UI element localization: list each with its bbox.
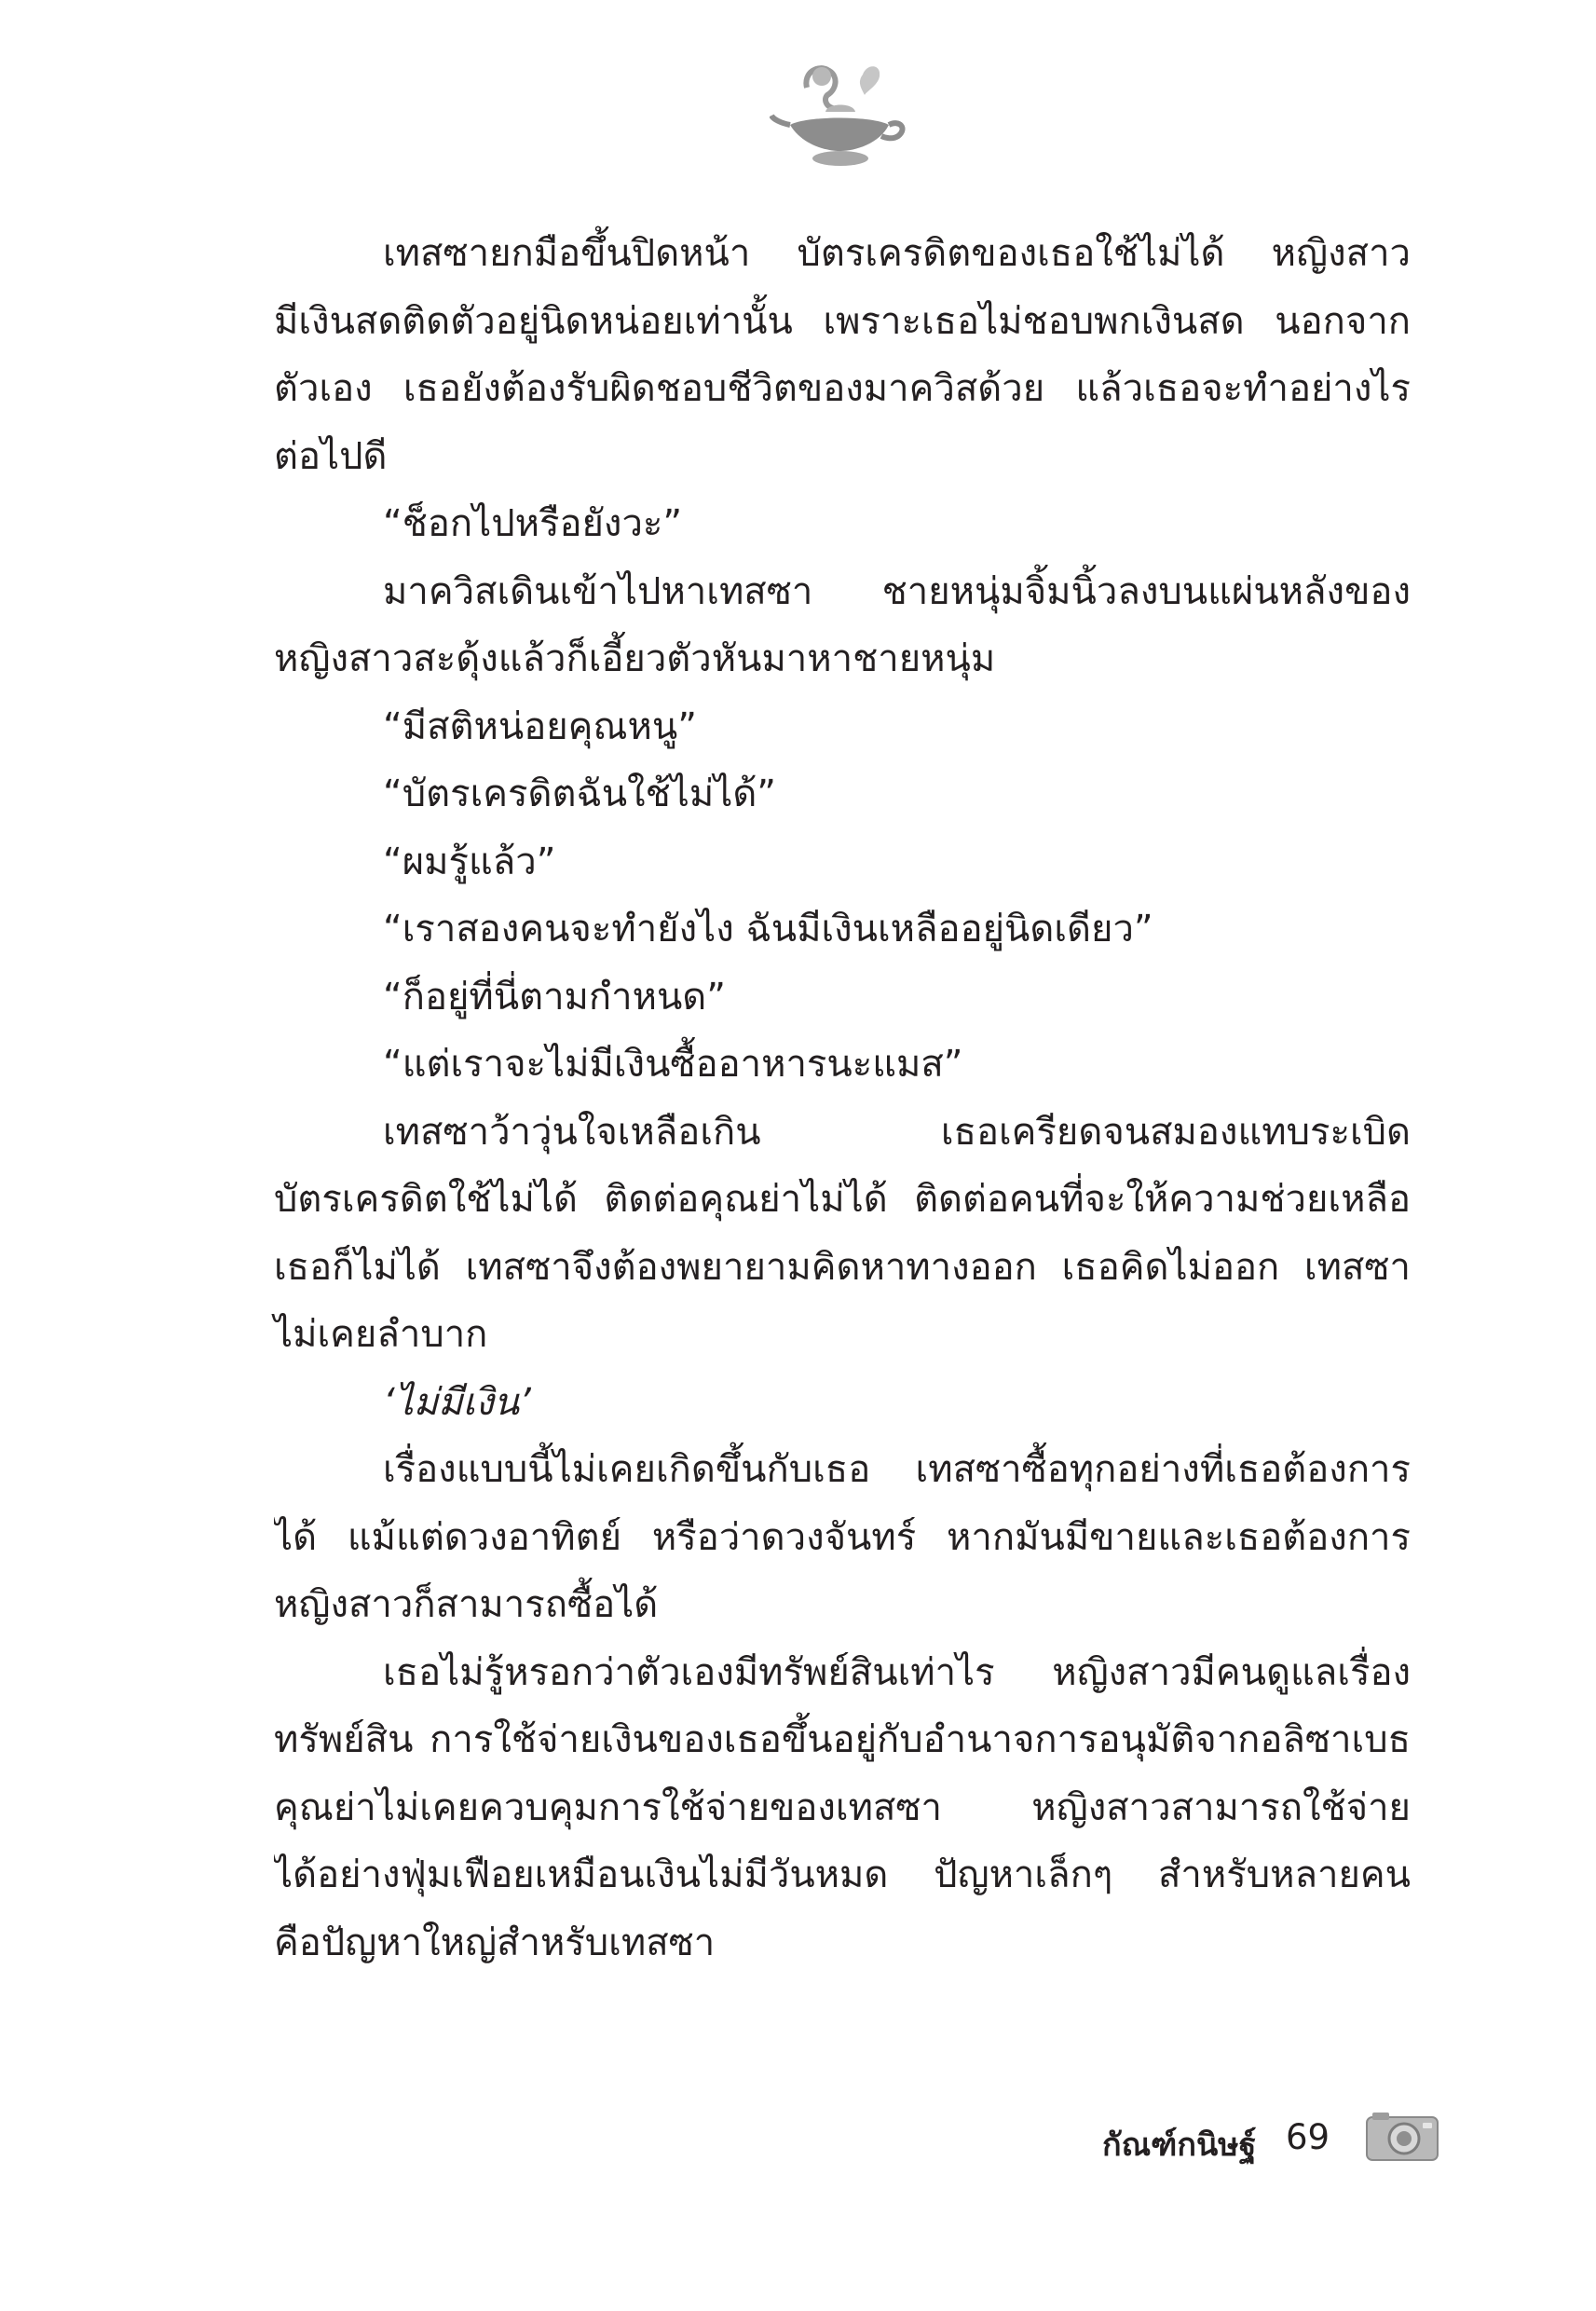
text-line: ได้ แม้แต่ดวงอาทิตย์ หรือว่าดวงจันทร์ หากมันมีขายและเธอต้องการ: [274, 1515, 1411, 1559]
page-number: 69: [1286, 2117, 1330, 2157]
text-line: “ผมรู้แล้ว”: [383, 840, 556, 883]
text-line: ได้อย่างฟุ่มเฟือยเหมือนเงินไม่มีวันหมด ปัญหาเล็กๆ สำหรับหลายคน: [274, 1853, 1411, 1896]
text-line: “แต่เราจะไม่มีเงินซื้ออาหารนะแมส”: [383, 1043, 963, 1086]
text-line: ทรัพย์สิน การใช้จ่ายเงินของเธอขึ้นอยู่กับอำนาจการอนุมัติจากอลิซาเบธ: [274, 1718, 1411, 1761]
body-text: [274, 220, 1411, 1976]
text-line: “เราสองคนจะทำยังไง ฉันมีเงินเหลืออยู่นิดเดียว”: [383, 908, 1153, 950]
text-line: “บัตรเครดิตฉันใช้ไม่ได้”: [383, 773, 777, 815]
text-line: หญิงสาวสะดุ้งแล้วก็เอี้ยวตัวหันมาหาชายหนุ่ม: [274, 637, 996, 680]
text-line: หญิงสาวก็สามารถซื้อได้: [274, 1583, 659, 1626]
genie-lamp-icon: [770, 54, 909, 177]
text-line: ตัวเอง เธอยังต้องรับผิดชอบชีวิตของมาควิสด้วย แล้วเธอจะทำอย่างไร: [274, 367, 1411, 410]
book-title: กัณฑ์กนิษฐ์: [1102, 2126, 1257, 2164]
text-line: เธอก็ไม่ได้ เทสซาจึงต้องพยายามคิดหาทางออก เธอคิดไม่ออก เทสซา: [274, 1245, 1411, 1289]
text-line: ‘ไม่มีเงิน’: [383, 1380, 531, 1424]
text-line: “มีสติหน่อยคุณหนู”: [383, 704, 697, 748]
page-footer: [1071, 2100, 1463, 2175]
text-line: ต่อไปดี: [274, 434, 388, 478]
camera-icon: [1365, 2110, 1439, 2164]
text-line: เรื่องแบบนี้ไม่เคยเกิดขึ้นกับเธอ เทสซาซื้อทุกอย่างที่เธอต้องการ: [383, 1448, 1411, 1491]
text-line: เธอไม่รู้หรอกว่าตัวเองมีทรัพย์สินเท่าไร หญิงสาวมีคนดูแลเรื่อง: [383, 1650, 1411, 1694]
text-line: “ช็อกไปหรือยังวะ”: [383, 502, 683, 545]
text-line: “ก็อยู่ที่นี่ตามกำหนด”: [383, 975, 727, 1019]
text-line: เทสซายกมือขึ้นปิดหน้า บัตรเครดิตของเธอใช้ไม่ได้ หญิงสาว: [383, 232, 1411, 275]
text-line: ไม่เคยลำบาก: [274, 1313, 488, 1356]
text-line: มีเงินสดติดตัวอยู่นิดหน่อยเท่านั้น เพราะเธอไม่ชอบพกเงินสด นอกจาก: [274, 299, 1411, 343]
text-line: คือปัญหาใหญ่สำหรับเทสซา: [274, 1921, 716, 1964]
text-line: เทสซาว้าวุ่นใจเหลือเกิน เธอเครียดจนสมองแทบระเบิด: [383, 1110, 1411, 1154]
text-line: บัตรเครดิตใช้ไม่ได้ ติดต่อคุณย่าไม่ได้ ติดต่อคนที่จะให้ความช่วยเหลือ: [274, 1178, 1411, 1221]
text-line: คุณย่าไม่เคยควบคุมการใช้จ่ายของเทสซา หญิงสาวสามารถใช้จ่าย: [274, 1785, 1411, 1829]
text-line: มาควิสเดินเข้าไปหาเทสซา ชายหนุ่มจิ้มนิ้วลงบนแผ่นหลังของ: [383, 569, 1411, 613]
